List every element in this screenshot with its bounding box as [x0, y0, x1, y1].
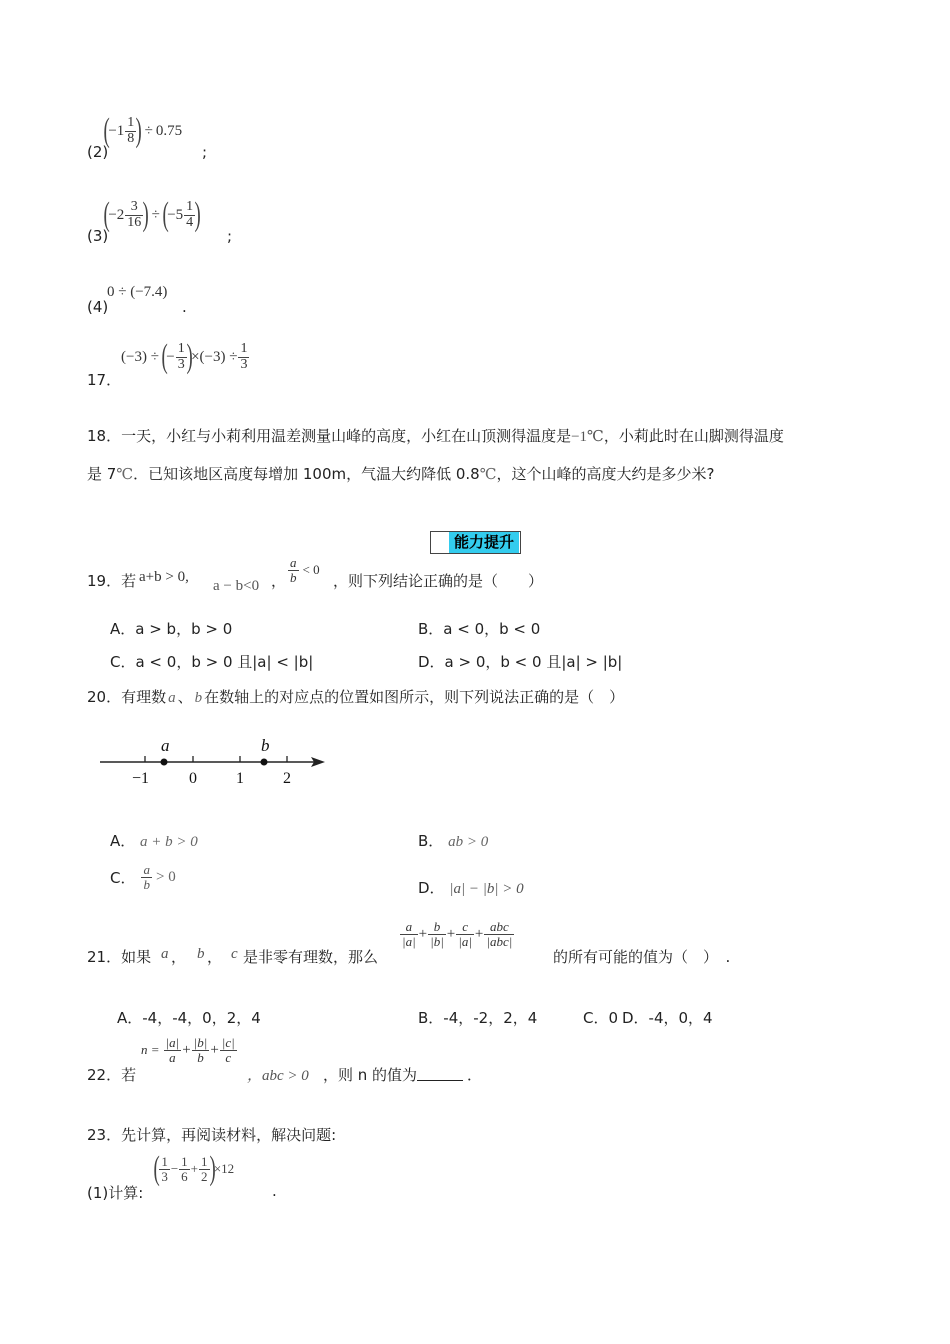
fraction-numerator: a: [400, 920, 418, 935]
option-expression: ab > 0: [448, 834, 489, 850]
plus-sign: +: [446, 925, 456, 942]
tick-label: 2: [283, 770, 291, 787]
left-paren: (: [161, 338, 168, 376]
question-number: 22．若: [87, 1066, 137, 1084]
fraction-denominator: 2: [201, 1168, 208, 1184]
fraction-numerator: a: [290, 555, 297, 570]
n-equals: n =: [141, 1042, 160, 1058]
q19-option-c[interactable]: [110, 651, 313, 672]
mixed-number-whole: −1: [108, 122, 125, 139]
divide-sign: ÷: [144, 122, 153, 139]
left-paren: (: [103, 112, 110, 150]
separator: 、: [177, 688, 193, 706]
fraction-denominator: b: [197, 1049, 204, 1065]
fraction-numerator: a: [143, 862, 150, 877]
fraction-numerator: abc: [484, 920, 514, 935]
option-text: A．a > b，b > 0: [110, 620, 233, 638]
left-paren: (: [162, 196, 169, 234]
divide-sign: ÷: [151, 206, 160, 223]
right-paren: ): [135, 112, 143, 150]
question-22: [87, 1036, 687, 1086]
option-text: B．-4，-2，2，4: [418, 1009, 538, 1027]
tick-label: −1: [132, 770, 150, 787]
mixed-number-whole: −2: [108, 206, 125, 223]
fraction-denominator: b: [290, 569, 297, 585]
divisor: 0.75: [155, 122, 183, 139]
right-paren: ): [186, 338, 193, 376]
q21-option-c[interactable]: [583, 1007, 618, 1028]
fraction-denominator: 3: [240, 356, 248, 372]
q19-option-b[interactable]: [418, 618, 540, 639]
point-a-label: a: [161, 736, 170, 755]
q20-option-a[interactable]: [110, 830, 198, 851]
number-line-figure: [95, 735, 330, 790]
end-punct: ;: [202, 143, 208, 161]
end-punct: ．: [467, 1066, 483, 1084]
left-paren: (: [153, 1150, 160, 1187]
condition-2: a − b<0: [213, 578, 260, 594]
fraction-denominator: 3: [177, 356, 185, 372]
option-expression: > 0: [155, 868, 176, 885]
left-paren: (: [103, 196, 110, 234]
mixed-number-whole: −5: [167, 206, 184, 223]
fraction-numerator: 1: [186, 199, 194, 214]
option-text: D．-4，0，4: [622, 1009, 713, 1027]
right-paren: ): [194, 196, 201, 234]
point-b-label: b: [261, 736, 270, 755]
fraction-denominator: 6: [181, 1168, 188, 1184]
q19-option-a[interactable]: [110, 618, 232, 639]
end-punct: ;: [227, 227, 233, 245]
fraction-numerator: 1: [181, 1153, 188, 1169]
question-tail: 在数轴上的对应点的位置如图所示，则下列说法正确的是（ ）: [204, 688, 625, 706]
option-label: D．: [418, 879, 445, 897]
times-twelve: ×12: [213, 1161, 235, 1176]
option-text: C．0: [583, 1009, 619, 1027]
section-title: 能力提升: [453, 533, 514, 551]
question-21: [87, 918, 907, 968]
variable-b: b: [194, 690, 203, 706]
fraction-denominator: b: [143, 876, 150, 892]
condition-3: < 0: [302, 562, 320, 578]
q18-text-2: ，小莉此时在山脚测得温度: [603, 427, 784, 445]
right-paren: ): [142, 196, 150, 234]
fraction-numerator: 1: [161, 1153, 168, 1169]
fraction-numerator: 1: [240, 341, 248, 356]
question-number: 19．若: [87, 572, 137, 590]
option-text: A．-4，-4，0，2，4: [117, 1009, 261, 1027]
part-label: (3): [87, 227, 109, 245]
question-20-stem: [87, 686, 624, 707]
q18-text-5: ，这个山峰的高度大约是多少米?: [496, 465, 715, 483]
fraction-denominator: 4: [186, 214, 194, 230]
part-label: (1)计算:: [87, 1184, 144, 1202]
fraction-denominator: 8: [127, 130, 135, 146]
condition-1: a+b > 0,: [139, 569, 189, 585]
tick-label: 0: [189, 770, 197, 787]
end-punct: .: [272, 1182, 277, 1200]
variable-a: a: [168, 690, 176, 706]
fraction-denominator: |b|: [430, 933, 444, 949]
question-number: 20．有理数: [87, 688, 167, 706]
fraction-numerator: 3: [125, 200, 143, 216]
separator: ，: [271, 572, 287, 590]
variable-a: a: [161, 946, 169, 962]
option-expression: a + b > 0: [140, 834, 198, 850]
part-label: (4): [87, 298, 109, 316]
q21-option-b[interactable]: [418, 1007, 537, 1028]
point-b: [261, 759, 268, 766]
q18-text-4: ．已知该地区高度每增加 100m，气温大约降低 0.8: [133, 465, 480, 483]
fraction-numerator: 1: [201, 1153, 208, 1169]
part-label: (2): [87, 143, 109, 161]
expr-part-1: (−3) ÷: [121, 348, 159, 365]
fraction-numerator: |c|: [221, 1035, 235, 1050]
fraction-denominator: c: [225, 1049, 232, 1065]
condition-abc: ，abc > 0: [247, 1068, 309, 1084]
variable-b: b: [197, 946, 205, 962]
question-mid: 是非零有理数，那么: [243, 948, 379, 966]
point-a: [161, 759, 168, 766]
fraction-numerator: |a|: [165, 1035, 180, 1050]
comma: ，: [171, 948, 187, 966]
q20-option-c[interactable]: [110, 863, 176, 891]
plus-sign: +: [190, 1161, 199, 1176]
fraction-numerator: c: [456, 920, 474, 935]
plus-sign: +: [418, 925, 428, 942]
question-number: 21．如果: [87, 948, 152, 966]
answer-blank[interactable]: [417, 1066, 463, 1081]
option-expression: |a| − |b| > 0: [449, 881, 524, 897]
fraction-numerator: 1: [127, 115, 135, 130]
minus-sign: −: [166, 348, 175, 365]
right-paren: ): [209, 1150, 216, 1187]
expr-part-2: ×(−3) ÷: [191, 348, 238, 365]
temperature-value: −1℃: [571, 429, 604, 445]
question-number: 17．: [87, 371, 122, 389]
question-23-part-1: [87, 1152, 487, 1202]
plus-sign: +: [182, 1041, 191, 1058]
celsius-unit: ℃: [479, 467, 497, 483]
fraction-denominator: 16: [127, 214, 142, 230]
question-18-line-1: [87, 425, 784, 446]
question-tail: ，则 n 的值为: [323, 1066, 418, 1084]
question-19: [87, 556, 887, 596]
option-text: D．a > 0，b < 0 且|a| > |b|: [418, 653, 623, 671]
q20-option-b[interactable]: [418, 830, 488, 851]
variable-c: c: [231, 946, 238, 962]
fraction-denominator: |a|: [402, 933, 416, 949]
q21-option-a[interactable]: [117, 1007, 261, 1028]
q20-option-d[interactable]: [418, 877, 524, 898]
end-punct: .: [182, 298, 187, 316]
option-text: C．a < 0，b > 0 且|a| < |b|: [110, 653, 314, 671]
plus-sign: +: [210, 1041, 219, 1058]
question-tail: ，则下列结论正确的是（ ）: [333, 572, 544, 590]
question-tail: 的所有可能的值为（ ） .: [553, 948, 731, 966]
question-18-line-2: [87, 463, 714, 484]
fraction-numerator: |b|: [193, 1035, 208, 1050]
celsius-unit: ℃: [116, 467, 134, 483]
fraction-denominator: |a|: [458, 933, 472, 949]
option-label: C．: [110, 868, 136, 887]
minus-sign: −: [170, 1161, 179, 1176]
fraction-numerator: b: [428, 920, 446, 935]
question-23-stem: 23．先计算，再阅读材料，解决问题:: [87, 1126, 337, 1144]
expression: 0 ÷ (−7.4): [107, 284, 168, 300]
fraction-denominator: 3: [161, 1168, 168, 1184]
option-label: B．: [418, 832, 444, 850]
q19-option-d[interactable]: [418, 651, 622, 672]
plus-sign: +: [474, 925, 484, 942]
tick-label: 1: [236, 770, 244, 787]
fraction-denominator: |abc|: [486, 933, 513, 949]
q18-text-3: 是 7: [87, 465, 117, 483]
option-label: A．: [110, 832, 136, 850]
fraction-numerator: 1: [177, 341, 185, 356]
fraction-denominator: a: [169, 1049, 176, 1065]
q18-text-1: 18．一天，小红与小莉利用温差测量山峰的高度，小红在山顶测得温度是: [87, 427, 572, 445]
comma: ，: [207, 948, 223, 966]
q21-option-d[interactable]: [622, 1007, 713, 1028]
option-text: B．a < 0，b < 0: [418, 620, 541, 638]
